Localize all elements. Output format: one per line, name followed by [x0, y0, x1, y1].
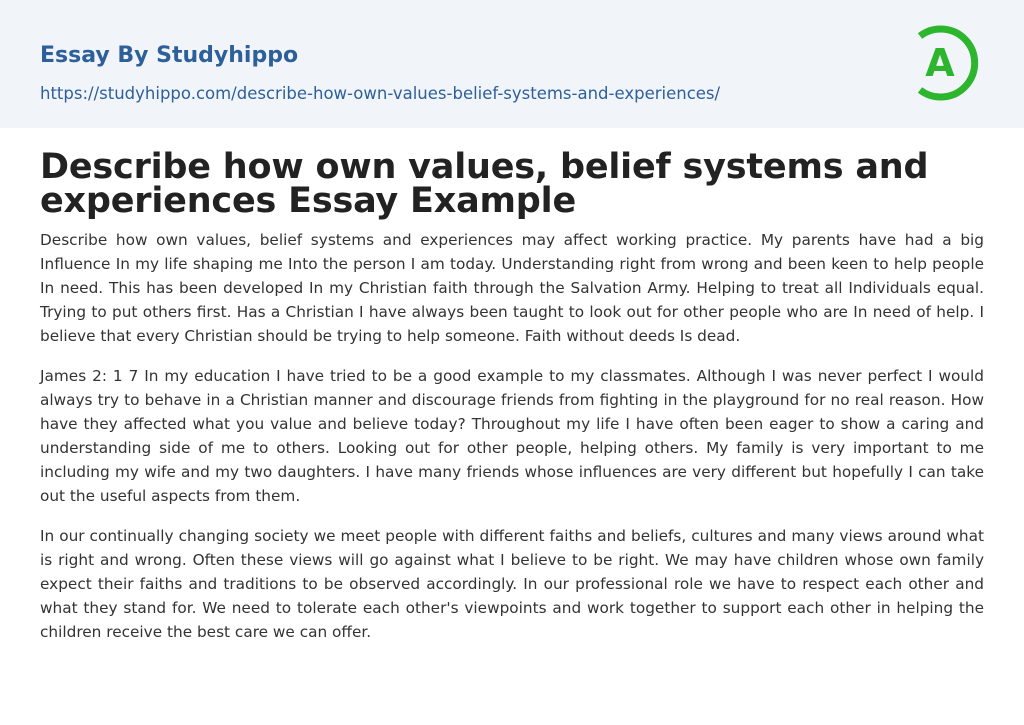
page-title: Describe how own values, belief systems and experiences Essay Example [40, 147, 929, 221]
paragraph-3: In our continually changing society we meet people with different faiths and beliefs, cultures and many views around what is right and wrong. Often these views will go against what I believe to be right. We may have children whose own family expect their faiths and traditions to be observed accordingly. In our professional role we have to respect each other and what they stand for. We need to tolerate each other's viewpoints and work together to support each other in helping the children receive the best care we can offer. [40, 527, 984, 641]
logo-letter: A [925, 41, 955, 85]
brand-title[interactable]: Essay By Studyhippo [40, 43, 299, 68]
article-body [0, 128, 1024, 644]
page-url-link[interactable]: https://studyhippo.com/describe-how-own-values-belief-systems-and-experiences/ [40, 84, 721, 103]
site-header [0, 0, 1024, 128]
paragraph-1: Describe how own values, belief systems and experiences may affect working practice. My parents have had a big Influence In my life shaping me Into the person I am today. Understanding right from wrong and been keen to help people In need. This has been developed In my Christian faith through the Salvation Army. Helping to treat all Individuals equal. Trying to put others first. Has a Christian I have always been taught to look out for other people who are In need of help. I believe that every Christian should be trying to help someone. Faith without deeds Is dead. [40, 231, 984, 345]
studyhippo-logo-icon[interactable] [912, 20, 986, 106]
paragraph-2: James 2: 1 7 In my education I have tried to be a good example to my classmates. Although I was never perfect I would always try to behave in a Christian manner and discourage friends from fighting in the playground for no real reason. How have they affected what you value and believe today? Throughout my life I have often been eager to show a caring and understanding side of me to others. Looking out for other people, helping others. My family is very important to me including my wife and my two daughters. I have many friends whose influences are very different but hopefully I can take out the useful aspects from them. [40, 367, 984, 505]
